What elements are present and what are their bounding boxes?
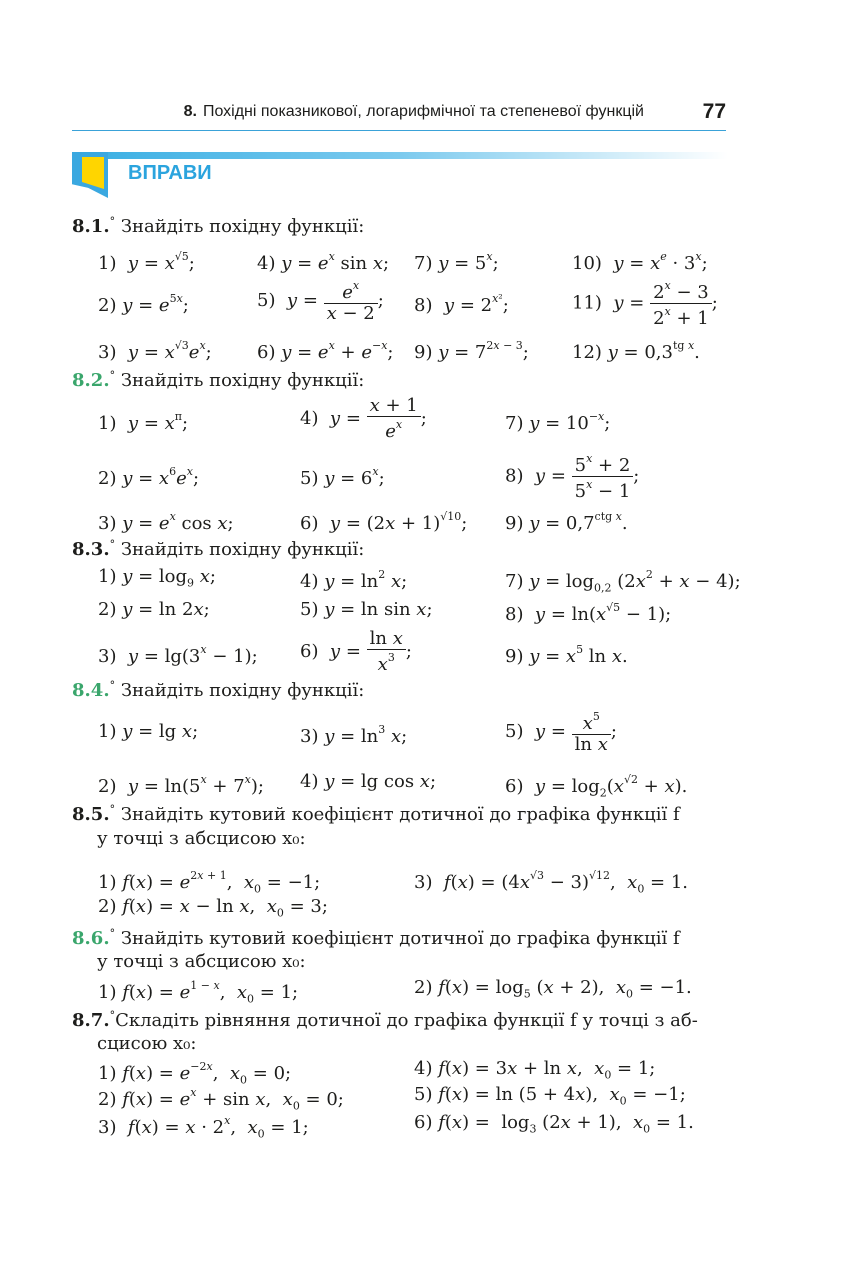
exercise-8-1-item-10: 10) $y = x^e \cdot 3^x$; [572,250,708,274]
exercise-8-7-item-5: 5) f(x) = ln (5 + 4x), $x_0 = -1$; [414,1084,686,1108]
exercise-8-3-item-1: 1) $y = \log_9 x$; [98,566,216,590]
exercise-8-5-item-2: 2) f(x) = x − ln x, $x_0 = 3$; [98,896,328,920]
exercise-8-5-heading: 8.5.° Знайдіть кутовий коефіцієнт дотичної до графіка функції f [72,803,680,825]
exercise-8-7-item-6: 6) $f(x) = \log_3 (2x + 1)$, $x_0 = 1$. [414,1112,694,1136]
exercise-8-3-item-9: 9) $y = x^5$ ln x. [505,643,628,667]
exercise-8-3-item-6: 6) y = $\frac{\text{ln x}}{x^3}$ ; [300,628,412,675]
exercise-8-2-item-1: 1) $y = x^\pi$; [98,410,189,434]
exercise-8-5-item-1: 1) $f(x) = e^{2x + 1}$, $x_0 = -1$; [98,869,321,896]
exercise-8-3-item-8: 8) $y = \ln(x^{√5} - 1)$; [505,601,672,625]
exercise-8-7-item-3: 3) $f(x) = x \cdot 2^x$, $x_0 = 1$; [98,1114,309,1141]
exercise-8-2-item-7: 7) $y = 10^{-x}$; [505,410,611,434]
exercise-8-4-item-5: 5) y = $\frac{x^5}{\text{ln x}}$ ; [505,710,617,755]
exercise-8-1-item-7: 7) $y = 5^x$; [414,250,499,274]
exercise-8-3-item-5: 5) y = ln sin x; [300,599,433,620]
exercise-8-1-item-9: 9) $y = 7^{2x - 3}$; [414,339,529,363]
shield-icon [72,152,108,198]
exercise-8-2-heading: 8.2.° Знайдіть похідну функції: [72,369,365,391]
exercise-8-1-item-11: 11) y = $\frac{2^x - 3}{2^x + 1}$ ; [572,279,718,329]
exercise-8-4-heading: 8.4.° Знайдіть похідну функції: [72,679,365,701]
section-title: ВПРАВИ [128,162,212,184]
exercise-8-6-item-1: 1) $f(x) = e^{1 - x}$, $x_0 = 1$; [98,979,299,1006]
exercise-8-7-item-4: 4) f(x) = 3x + ln x, $x_0 = 1$; [414,1058,656,1082]
exercise-8-6-continuation: у точці з абсцисою x₀: [97,951,306,972]
banner-bar [72,152,728,159]
exercise-8-2-item-3: 3) $y = e^x$ cos x; [98,510,234,534]
exercise-8-3-item-2: 2) y = ln 2x; [98,599,210,620]
exercise-8-1-item-6: 6) $y = e^x + e^{-x}$; [257,339,394,363]
exercise-8-2-item-6: 6) $y = (2x + 1)^{√10}$; [300,510,468,534]
exercise-8-2-item-8: 8) y = $\frac{5^x + 2}{5^x - 1}$ ; [505,452,640,502]
exercise-8-1-heading: 8.1.° Знайдіть похідну функції: [72,215,365,237]
exercise-8-4-item-4: 4) y = lg cos x; [300,771,437,792]
exercise-8-1-item-12: 12) $y = 0,3^{tg x}$. [572,339,700,363]
page-number: 77 [702,100,726,123]
exercise-8-4-item-2: 2) $y = \ln(5^x + 7^x)$; [98,773,264,797]
exercise-8-3-item-4: 4) $y = \ln^2 x$; [300,568,408,592]
exercise-8-1-item-8: 8) $y = 2^{x^2}$; [414,292,509,316]
exercise-8-2-item-9: 9) $y = 0,7^{ctg x}$. [505,510,628,534]
exercise-8-7-continuation: сцисою x₀: [97,1033,197,1054]
exercise-8-1-item-4: 4) $y = e^x$ sin x; [257,250,390,274]
exercise-8-4-item-3: 3) $y = \ln^3 x$; [300,723,408,747]
exercise-8-5-continuation: у точці з абсцисою x₀: [97,828,306,849]
exercise-8-3-item-3: 3) $y = \lg(3^x - 1)$; [98,643,258,667]
exercise-8-1-item-5: 5) y = $\frac{e^x}{x - 2}$ ; [257,279,384,324]
exercise-8-4-item-1: 1) y = lg x; [98,721,199,742]
exercise-8-6-heading: 8.6.° Знайдіть кутовий коефіцієнт дотичної до графіка функції f [72,927,680,949]
section-banner [72,152,728,202]
exercise-8-5-item-3: 3) $f(x) = (4x^{√3} - 3)^{√12}$, $x_0 = 1$. [414,869,689,896]
exercise-8-1-item-1: 1) $y = x^{√5}$; [98,250,195,274]
exercise-8-7-item-1: 1) $f(x) = e^{-2x}$, $x_0 = 0$; [98,1060,292,1087]
chapter-title: 8. Похідні показникової, логарифмічної та степеневої функцій [183,103,644,120]
running-header [72,100,726,131]
exercise-8-2-item-5: 5) $y = 6^x$; [300,465,385,489]
exercise-8-7-item-2: 2) $f(x) = e^x + \sin x$, $x_0 = 0$; [98,1086,344,1113]
exercise-8-2-item-2: 2) $y = x^6e^x$; [98,465,200,489]
exercise-8-6-item-2: 2) $f(x) = \log_5 (x + 2)$, $x_0 = -1$. [414,977,692,1001]
exercise-8-1-item-2: 2) $y = e^{5x}$; [98,292,189,316]
exercise-8-3-item-7: 7) $y = \log_{0,2} (2x^2 + x - 4)$; [505,568,741,595]
exercise-8-4-item-6: 6) $y = \log_2(x^{√2} + x)$. [505,773,688,800]
exercise-8-1-item-3: 3) $y = x^{√3}e^x$; [98,339,212,363]
exercise-8-7-heading: 8.7.°Складіть рівняння дотичної до графіка функції f у точці з аб- [72,1009,698,1031]
exercise-8-3-heading: 8.3.° Знайдіть похідну функції: [72,538,365,560]
exercise-8-2-item-4: 4) y = $\frac{x + 1}{e^x}$ ; [300,395,427,442]
